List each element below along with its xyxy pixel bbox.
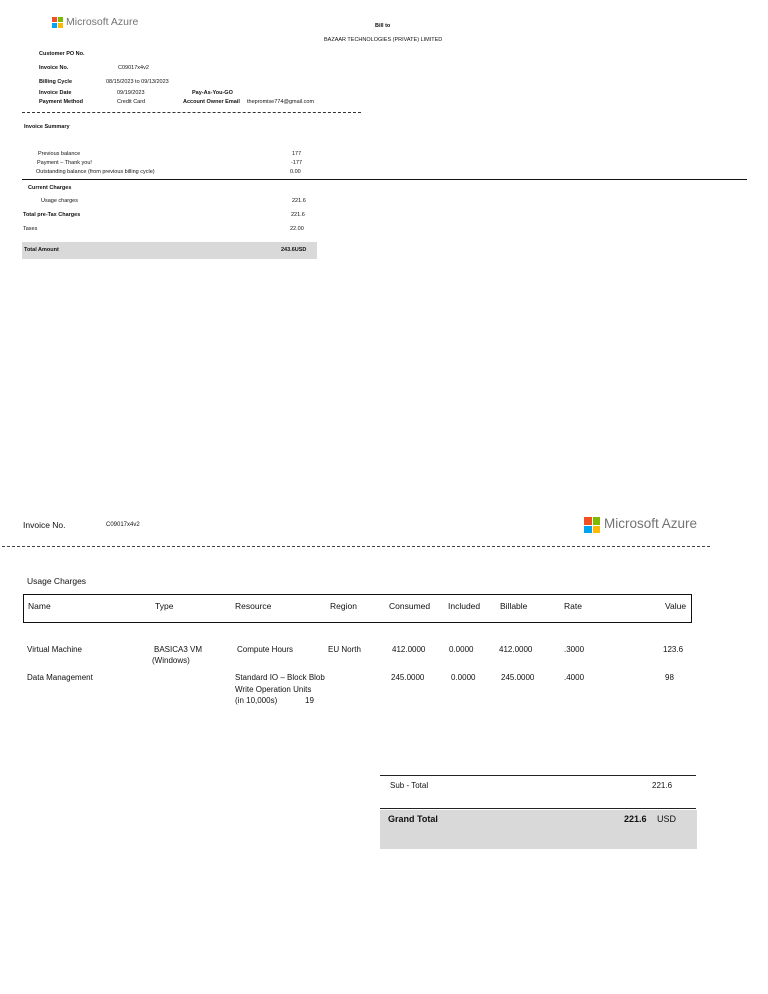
header-divider — [22, 112, 361, 113]
row-resource-line2: Write Operation Units — [235, 685, 312, 694]
invoice-no-value-p2: C09017x4v2 — [106, 522, 140, 528]
row-type-sub: (Windows) — [152, 656, 190, 665]
summary-divider — [22, 179, 747, 180]
col-value: Value — [665, 601, 687, 611]
payment-method-value: Credit Card — [117, 99, 146, 105]
usage-charges-label: Usage charges — [41, 198, 78, 204]
bill-to-name: BAZAAR TECHNOLOGIES (PRIVATE) LIMITED — [324, 37, 443, 43]
taxes-label: Taxes — [23, 226, 38, 232]
current-charges-label: Current Charges — [28, 185, 72, 191]
previous-balance-label: Previous balance — [38, 151, 81, 157]
usage-table-header — [23, 594, 692, 623]
subtotal-label: Sub - Total — [390, 781, 429, 790]
row-included: 0.0000 — [449, 645, 474, 654]
row-region: EU North — [328, 645, 361, 654]
previous-balance-value: 177 — [292, 151, 302, 157]
row-resource-extra: 19 — [305, 696, 314, 705]
outstanding-value: 0.00 — [290, 169, 301, 175]
row-rate: .4000 — [564, 673, 585, 682]
row-type: BASICA3 VM — [154, 645, 203, 654]
taxes-value: 22.00 — [290, 226, 304, 232]
row-name: Virtual Machine — [27, 645, 82, 654]
payment-method-label: Payment Method — [39, 99, 84, 105]
col-included: Included — [448, 601, 481, 611]
brand-name: Microsoft Azure — [66, 16, 139, 28]
microsoft-logo-icon-p2 — [584, 517, 600, 533]
billing-cycle-label: Billing Cycle — [39, 79, 73, 85]
grand-total-value: 221.6 — [624, 814, 647, 824]
invoice-date-label: Invoice Date — [39, 90, 72, 96]
col-region: Region — [330, 601, 357, 611]
invoice-no-value: C09017x4v2 — [118, 65, 149, 71]
subtotal-value: 221.6 — [652, 781, 673, 790]
row-rate: .3000 — [564, 645, 585, 654]
customer-po-label: Customer PO No. — [39, 51, 85, 57]
row-value: 123.6 — [663, 645, 684, 654]
grand-total-rule — [380, 808, 696, 809]
microsoft-logo-icon — [52, 17, 63, 28]
invoice-no-label-p2: Invoice No. — [23, 520, 66, 530]
brand-name-p2: Microsoft Azure — [604, 516, 698, 531]
row-resource: Standard IO – Block Blob — [235, 673, 325, 682]
row-resource-line3: (in 10,000s) — [235, 696, 278, 705]
total-amount-value: 243.6USD — [281, 247, 307, 253]
payment-value: -177 — [291, 160, 303, 166]
total-amount-bar — [22, 242, 317, 259]
col-rate: Rate — [564, 601, 582, 611]
row-included: 0.0000 — [451, 673, 476, 682]
grand-total-label: Grand Total — [388, 814, 438, 824]
usage-charges-title: Usage Charges — [27, 576, 87, 586]
account-email-label: Account Owner Email — [183, 99, 240, 105]
total-amount-label: Total Amount — [24, 247, 59, 253]
col-billable: Billable — [500, 601, 528, 611]
row-consumed: 412.0000 — [392, 645, 426, 654]
row-resource: Compute Hours — [237, 645, 294, 654]
payment-label: Payment – Thank you! — [37, 160, 92, 166]
usage-charges-value: 221.6 — [292, 198, 306, 204]
col-type: Type — [155, 601, 174, 611]
invoice-summary-label: Invoice Summary — [24, 124, 70, 130]
col-resource: Resource — [235, 601, 272, 611]
row-consumed: 245.0000 — [391, 673, 425, 682]
subtotal-top-rule — [380, 775, 696, 776]
outstanding-label: Outstanding balance (from previous billing cycle) — [36, 169, 155, 175]
col-name: Name — [28, 601, 51, 611]
plan-label: Pay-As-You-GO — [192, 90, 233, 96]
row-value: 98 — [665, 673, 674, 682]
bill-to-label: Bill to — [375, 23, 391, 29]
total-pretax-label: Total pre-Tax Charges — [23, 212, 81, 218]
page2-divider — [2, 546, 710, 547]
billing-cycle-value: 08/15/2023 to 09/13/2023 — [106, 79, 169, 85]
total-pretax-value: 221.6 — [291, 212, 305, 218]
row-billable: 245.0000 — [501, 673, 535, 682]
grand-total-currency: USD — [657, 814, 677, 824]
account-email-value: thepromise774@gmail.com — [247, 99, 315, 105]
row-name: Data Management — [27, 673, 93, 682]
invoice-date-value: 09/19/2023 — [117, 90, 145, 96]
invoice-no-label: Invoice No. — [39, 65, 69, 71]
row-billable: 412.0000 — [499, 645, 533, 654]
col-consumed: Consumed — [389, 601, 431, 611]
